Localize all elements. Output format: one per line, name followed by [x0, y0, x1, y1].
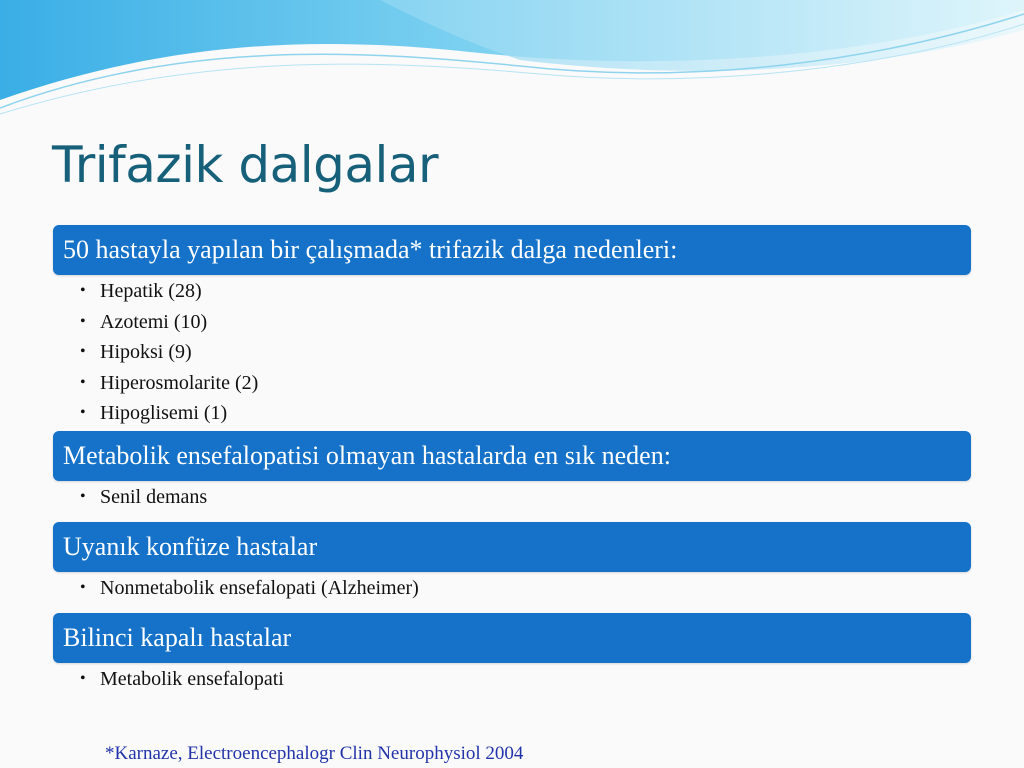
list-item: • Hipoksi (9)	[78, 337, 258, 368]
slide-title: Trifazik dalgalar	[52, 136, 439, 194]
list-item: • Azotemi (10)	[78, 307, 258, 338]
list-item: • Nonmetabolik ensefalopati (Alzheimer)	[78, 573, 419, 604]
non-metabolic-list	[78, 482, 207, 513]
list-item: • Metabolik ensefalopati	[78, 664, 284, 695]
list-item: • Hipoglisemi (1)	[78, 398, 258, 429]
footnote-citation: *Karnaze, Electroencephalogr Clin Neurophysiol 2004	[105, 743, 524, 764]
section-heading-awake-confused: Uyanık konfüze hastalar	[53, 522, 971, 572]
list-item: • Hiperosmolarite (2)	[78, 368, 258, 399]
unconscious-list	[78, 664, 284, 695]
section-heading-causes: 50 hastayla yapılan bir çalışmada* trifazik dalga nedenleri:	[53, 225, 971, 275]
causes-list	[78, 276, 258, 429]
list-item: • Senil demans	[78, 482, 207, 513]
list-item: • Hepatik (28)	[78, 276, 258, 307]
awake-confused-list	[78, 573, 419, 604]
section-heading-unconscious: Bilinci kapalı hastalar	[53, 613, 971, 663]
header-wave-decoration	[0, 0, 1024, 120]
section-heading-non-metabolic: Metabolik ensefalopatisi olmayan hastalarda en sık neden:	[53, 431, 971, 481]
